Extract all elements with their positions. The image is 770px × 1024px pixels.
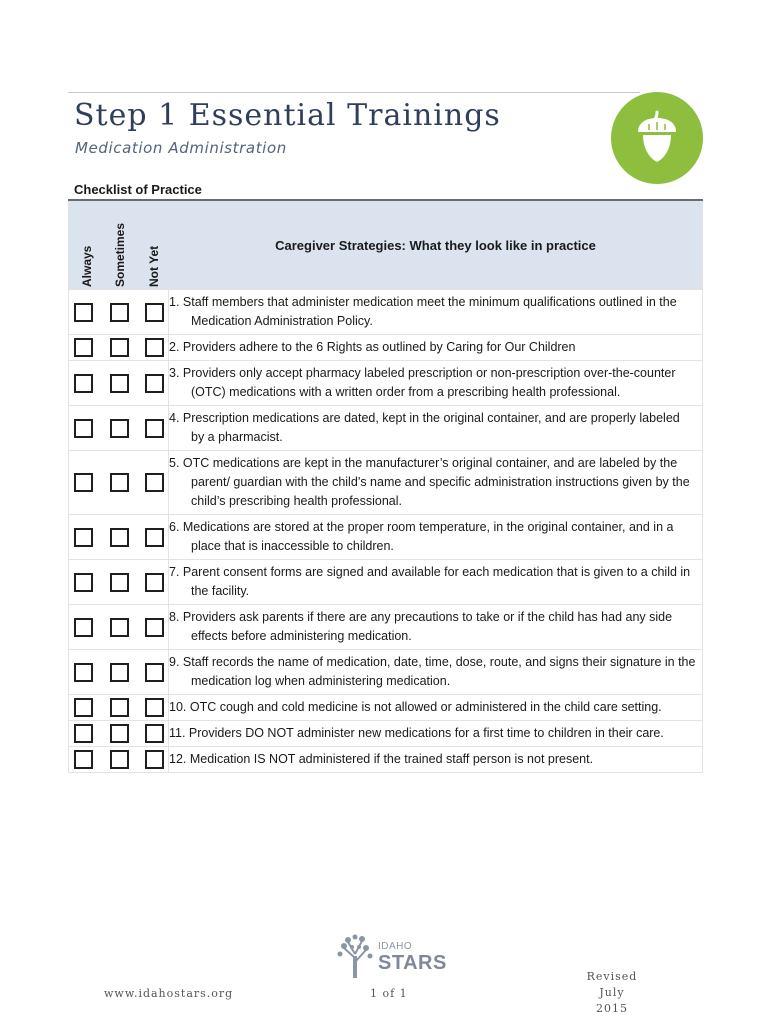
checklist-table (68, 199, 703, 773)
rating-checkboxes (69, 335, 169, 361)
checklist-row (69, 721, 703, 747)
strategy-cell (169, 560, 703, 605)
checklist-row (69, 747, 703, 773)
checkbox-always[interactable] (74, 698, 93, 717)
rating-checkboxes (69, 515, 169, 560)
checkbox-not-yet[interactable] (145, 698, 164, 717)
strategy-text: 2. Providers adhere to the 6 Rights as outlined by Caring for Our Children (169, 340, 576, 354)
page-subtitle: Medication Administration (75, 139, 287, 157)
checkbox-sometimes[interactable] (110, 663, 129, 682)
checkbox-always[interactable] (74, 724, 93, 743)
column-always: Always (80, 245, 94, 287)
checklist-row (69, 335, 703, 361)
strategy-cell (169, 451, 703, 515)
checkbox-sometimes[interactable] (110, 303, 129, 322)
column-sometimes: Sometimes (113, 222, 127, 287)
strategy-cell (169, 361, 703, 406)
rating-checkboxes (69, 605, 169, 650)
rating-checkboxes (69, 361, 169, 406)
strategy-text: 5. OTC medications are kept in the manufacturer’s original container, and are labeled by the parent/ guardian with the child’s name and specific administration instructions given by the child’s prescribing health professional. (169, 456, 690, 508)
strategy-text: 8. Providers ask parents if there are any precautions to take or if the child has had any side effects before administering medication. (169, 610, 673, 643)
checkbox-sometimes[interactable] (110, 374, 129, 393)
rating-checkboxes (69, 290, 169, 335)
checkbox-not-yet[interactable] (145, 750, 164, 769)
checkbox-always[interactable] (74, 338, 93, 357)
strategy-cell (169, 721, 703, 747)
strategy-text: 9. Staff records the name of medication, date, time, dose, route, and signs their signature in the medication log when administering medication. (169, 655, 696, 688)
strategy-text: 7. Parent consent forms are signed and available for each medication that is given to a child in the facility. (169, 565, 691, 598)
footer-url: www.idahostars.org (104, 987, 234, 1000)
checkbox-not-yet[interactable] (145, 303, 164, 322)
checklist-heading: Checklist of Practice (74, 182, 202, 197)
strategy-cell (169, 650, 703, 695)
checklist-row (69, 361, 703, 406)
checkbox-always[interactable] (74, 528, 93, 547)
rating-checkboxes (69, 747, 169, 773)
acorn-icon (635, 110, 679, 164)
checklist-row (69, 605, 703, 650)
strategies-header: Caregiver Strategies: What they look like in practice (169, 200, 703, 290)
checklist-row (69, 515, 703, 560)
revised-date: July 2015 (596, 986, 628, 1015)
checkbox-always[interactable] (74, 750, 93, 769)
checkbox-not-yet[interactable] (145, 419, 164, 438)
checkbox-sometimes[interactable] (110, 473, 129, 492)
checkbox-not-yet[interactable] (145, 528, 164, 547)
checkbox-not-yet[interactable] (145, 618, 164, 637)
strategy-text: 3. Providers only accept pharmacy labeled prescription or non-prescription over-the-counter (OTC) medications with a written order from a prescribing health professional. (169, 366, 676, 399)
checklist-row (69, 290, 703, 335)
checkbox-sometimes[interactable] (110, 528, 129, 547)
checkbox-not-yet[interactable] (145, 374, 164, 393)
brand-small: IDAHO (378, 941, 413, 952)
checkbox-sometimes[interactable] (110, 419, 129, 438)
strategy-text: 11. Providers DO NOT administer new medications for a first time to children in their care. (169, 726, 664, 740)
tree-icon (336, 934, 374, 980)
rating-checkboxes (69, 695, 169, 721)
checkbox-not-yet[interactable] (145, 473, 164, 492)
checkbox-always[interactable] (74, 573, 93, 592)
checklist-row (69, 560, 703, 605)
footer-page-number: 1 of 1 (370, 987, 408, 1000)
strategy-cell (169, 335, 703, 361)
checkbox-always[interactable] (74, 303, 93, 322)
checkbox-always[interactable] (74, 374, 93, 393)
checkbox-not-yet[interactable] (145, 338, 164, 357)
acorn-logo (611, 92, 703, 184)
rating-columns-header (69, 200, 169, 290)
checkbox-always[interactable] (74, 618, 93, 637)
column-not-yet: Not Yet (147, 245, 161, 287)
checkbox-always[interactable] (74, 419, 93, 438)
page-title: Step 1 Essential Trainings (74, 98, 501, 133)
checkbox-sometimes[interactable] (110, 698, 129, 717)
idaho-stars-logo (336, 934, 446, 980)
checkbox-always[interactable] (74, 473, 93, 492)
checkbox-sometimes[interactable] (110, 750, 129, 769)
checklist-header-row (69, 200, 703, 290)
brand-big: STARS (378, 952, 447, 974)
checklist-row (69, 650, 703, 695)
strategy-cell (169, 605, 703, 650)
checkbox-sometimes[interactable] (110, 573, 129, 592)
checkbox-always[interactable] (74, 663, 93, 682)
checkbox-not-yet[interactable] (145, 573, 164, 592)
checkbox-not-yet[interactable] (145, 724, 164, 743)
footer-revised (584, 969, 640, 1017)
header-rule (68, 92, 640, 93)
checkbox-sometimes[interactable] (110, 338, 129, 357)
checkbox-sometimes[interactable] (110, 618, 129, 637)
strategy-text: 4. Prescription medications are dated, kept in the original container, and are properly labeled by a pharmacist. (169, 411, 680, 444)
revised-label: Revised (586, 970, 638, 983)
strategy-cell (169, 747, 703, 773)
rating-checkboxes (69, 406, 169, 451)
rating-checkboxes (69, 650, 169, 695)
checklist-row (69, 695, 703, 721)
strategy-cell (169, 406, 703, 451)
rating-checkboxes (69, 721, 169, 747)
strategy-text: 6. Medications are stored at the proper room temperature, in the original container, and in a place that is inaccessible to children. (169, 520, 674, 553)
checkbox-sometimes[interactable] (110, 724, 129, 743)
strategy-text: 12. Medication IS NOT administered if the trained staff person is not present. (169, 752, 594, 766)
strategy-cell (169, 515, 703, 560)
checkbox-not-yet[interactable] (145, 663, 164, 682)
strategy-cell (169, 290, 703, 335)
checklist-row (69, 406, 703, 451)
checklist-row (69, 451, 703, 515)
strategy-text: 1. Staff members that administer medication meet the minimum qualifications outlined in the Medication Administration Policy. (169, 295, 677, 328)
rating-checkboxes (69, 560, 169, 605)
strategy-cell (169, 695, 703, 721)
rating-checkboxes (69, 451, 169, 515)
strategy-text: 10. OTC cough and cold medicine is not allowed or administered in the child care setting. (169, 700, 662, 714)
